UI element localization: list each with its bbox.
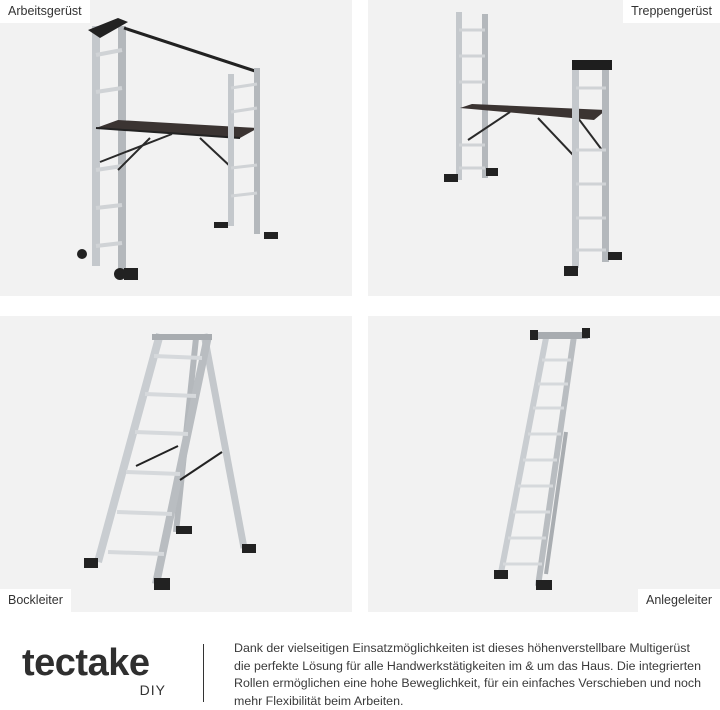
footer-divider <box>203 644 204 702</box>
label-bockleiter: Bockleiter <box>0 589 71 612</box>
step-ladder-image <box>0 316 352 612</box>
product-description: Dank der vielseitigen Einsatzmöglichkeiten ist dieses höhenverstellbare Multigerüst die perfekte Lösung für alle Handwerkstätigkeiten im & um das Haus. Die integrierten Rollen ermöglichen eine hohe Beweglichkeit, für ein einfaches Verschieben und noch mehr Flexibilität beim Arbeiten. <box>234 641 702 708</box>
label-arbeitsgeruest: Arbeitsgerüst <box>0 0 90 23</box>
brand-logo <box>22 642 172 702</box>
panel-arbeitsgeruest <box>0 0 352 296</box>
panel-treppengeruest <box>368 0 720 296</box>
panel-anlegeleiter <box>368 316 720 612</box>
panel-bockleiter <box>0 316 352 612</box>
brand-sub: DIY <box>139 682 166 698</box>
scaffold-work-platform-image <box>0 0 352 296</box>
scaffold-stair-image <box>368 0 720 296</box>
brand-name: tectake <box>22 642 150 684</box>
lean-ladder-image <box>368 316 720 612</box>
label-anlegeleiter: Anlegeleiter <box>638 589 720 612</box>
label-treppengeruest: Treppengerüst <box>623 0 720 23</box>
footer <box>0 630 720 708</box>
